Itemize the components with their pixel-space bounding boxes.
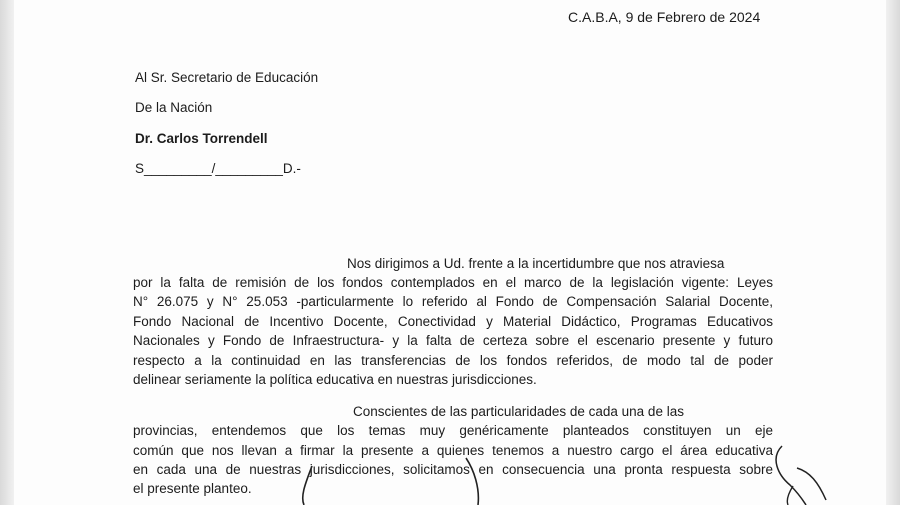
signature-stroke-right-1 xyxy=(776,446,806,505)
signature-stroke-left xyxy=(303,466,312,505)
recipient-name: Dr. Carlos Torrendell xyxy=(135,131,268,146)
paragraph-2-line-4: en cada una de nuestras jurisdicciones, solicitamos en consecuencia una pronta respuesta sobre xyxy=(133,462,773,477)
paragraph-1-line-3: N° 26.075 y N° 25.053 -particularmente lo referido al Fondo de Compensación Salarial Docente, xyxy=(133,294,773,309)
paragraph-2-line-2: provincias, entendemos que los temas muy genéricamente planteados constituyen un eje xyxy=(133,423,773,438)
signature-stroke-right-3 xyxy=(787,486,793,505)
paragraph-1-line-2: por la falta de remisión de los fondos contemplados en el marco de la legislación vigente: Leyes xyxy=(133,275,773,290)
paragraph-2-line-5: el presente planteo. xyxy=(133,481,252,496)
signature-stroke-center xyxy=(466,458,478,505)
recipient-title: Al Sr. Secretario de Educación xyxy=(135,70,319,85)
recipient-institution: De la Nación xyxy=(135,100,213,115)
paragraph-1-line-7: delinear seriamente la política educativa en nuestras jurisdicciones. xyxy=(133,372,537,387)
paragraph-1-line-4: Fondo Nacional de Incentivo Docente, Conectividad y Material Didáctico, Programas Educativos xyxy=(133,314,773,329)
paragraph-2-line-3: común que nos llevan a firmar la presente a quienes tenemos a nuestro cargo el área educativa xyxy=(133,443,773,458)
salutation: S_________/_________D.- xyxy=(135,161,301,176)
paragraph-1-line-6: respecto a la continuidad en las transferencias de los fondos referidos, de modo tal de poder xyxy=(133,353,773,368)
paragraph-2-line-1: Conscientes de las particularidades de cada una de las xyxy=(353,404,684,419)
paragraph-1-line-5: Nacionales y Fondo de Infraestructura- y la falta de certeza sobre el escenario presente y futuro xyxy=(133,333,773,348)
paragraph-1-line-1: Nos dirigimos a Ud. frente a la incertidumbre que nos atraviesa xyxy=(347,256,725,271)
signature-stroke-right-2 xyxy=(797,468,826,500)
date-line: C.A.B.A, 9 de Febrero de 2024 xyxy=(568,9,761,25)
